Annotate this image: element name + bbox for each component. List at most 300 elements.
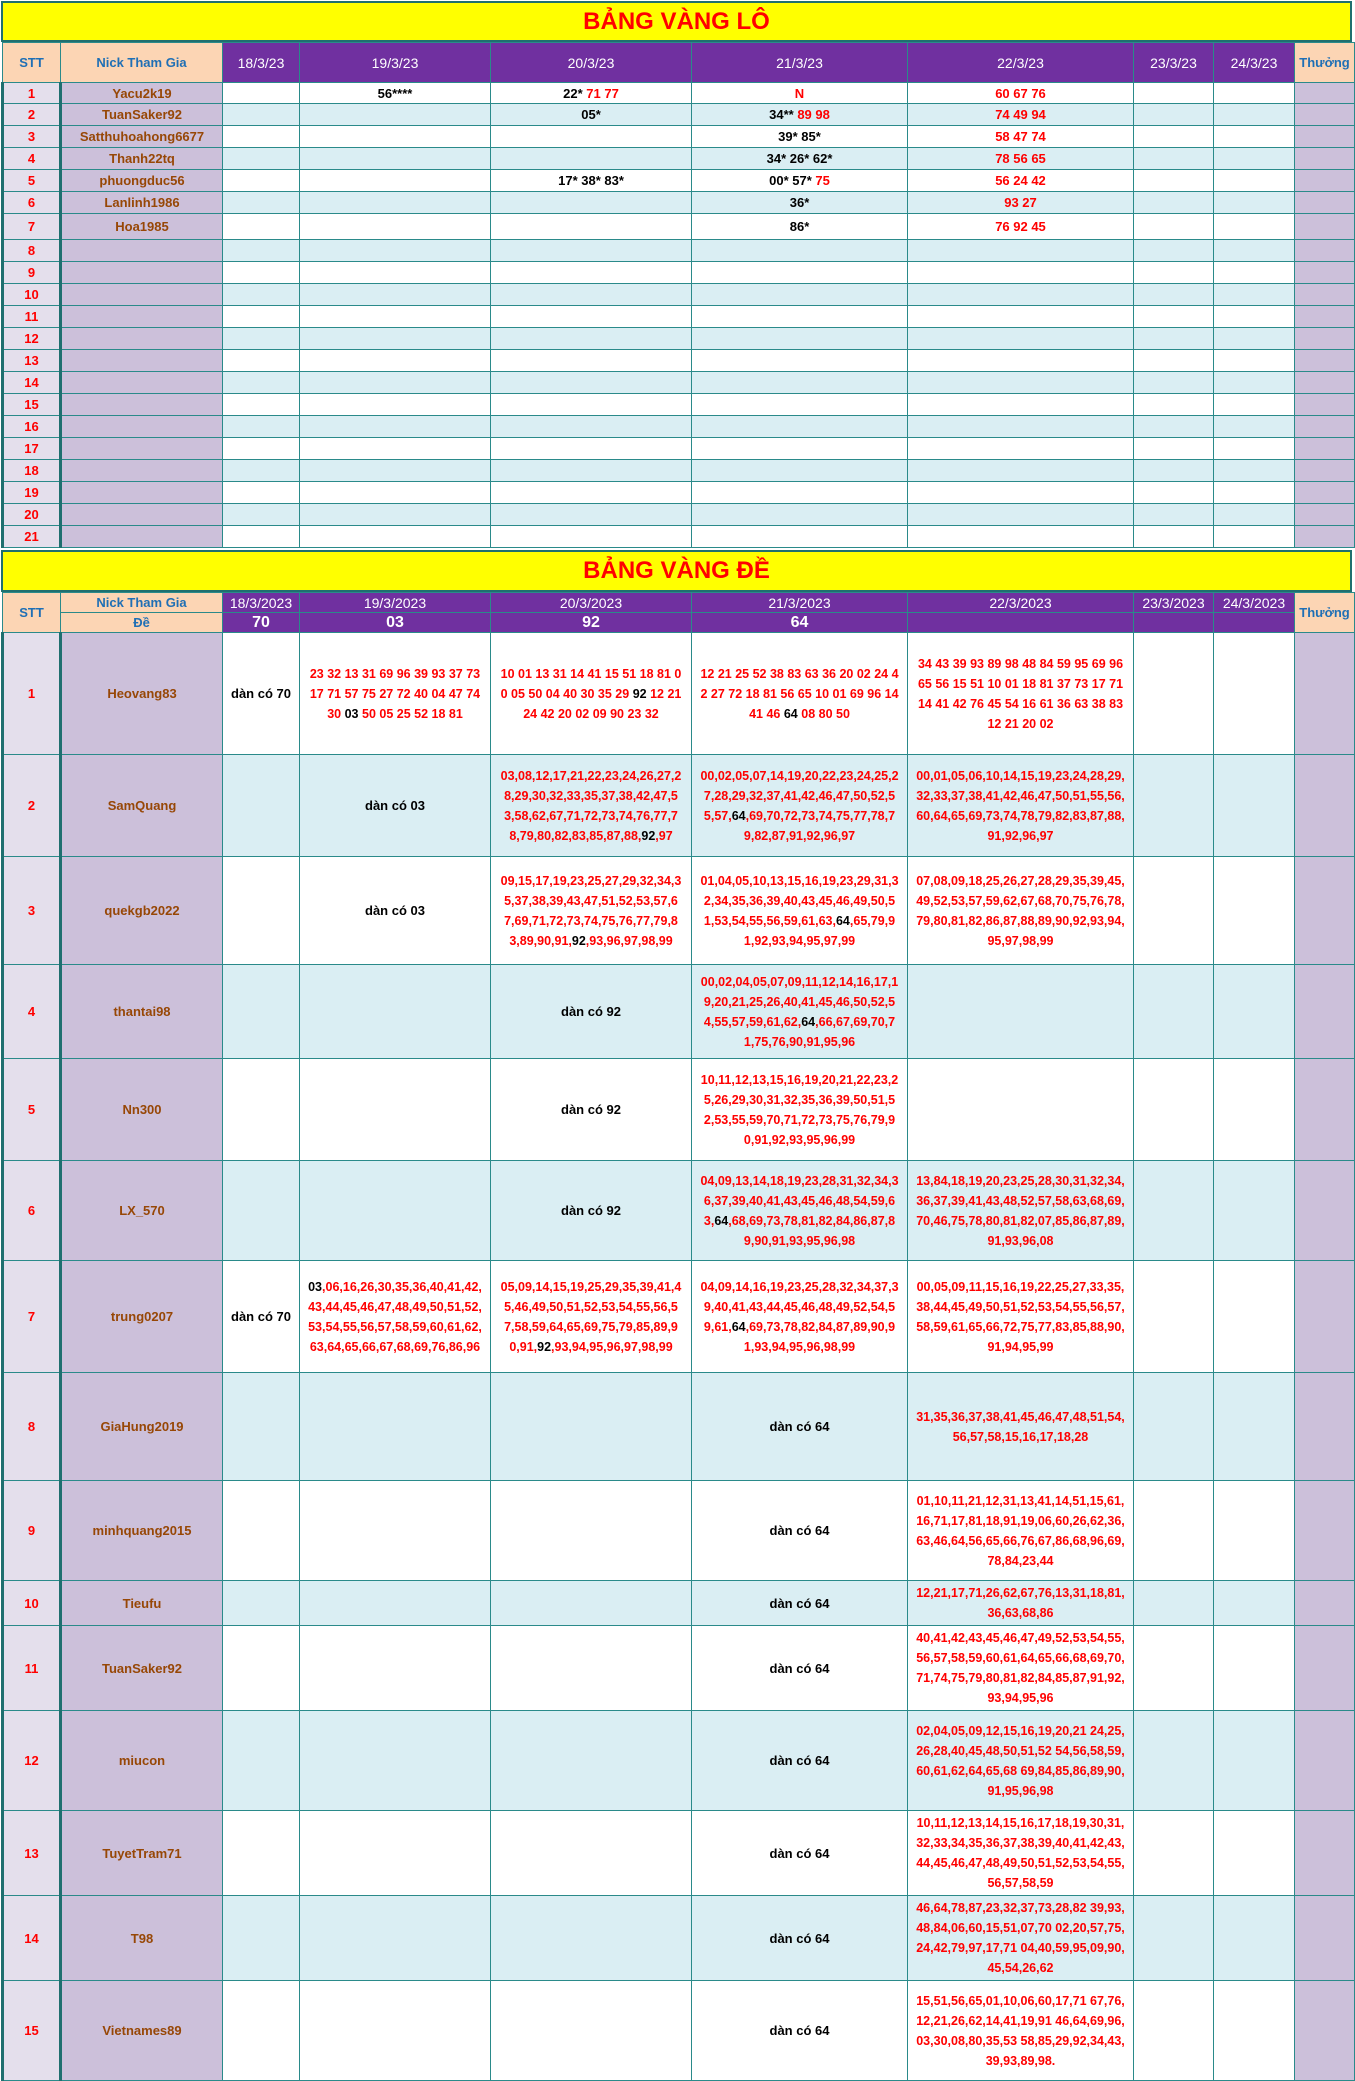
- row-nick: [61, 328, 223, 350]
- row-nick: minhquang2015: [61, 1481, 223, 1581]
- row-stt: 18: [3, 460, 61, 482]
- lo-cell: [692, 214, 908, 240]
- de-cell: [908, 1581, 1134, 1626]
- cell-text-run: dàn có 70: [231, 1309, 291, 1324]
- lo-row: [3, 214, 1355, 240]
- de-cell: [223, 1711, 300, 1811]
- lo-cell: [908, 284, 1134, 306]
- cell-text-run: 64: [731, 1319, 746, 1334]
- de-cell: [300, 1161, 491, 1261]
- lo-row: [3, 306, 1355, 328]
- row-thuong: [1295, 328, 1355, 350]
- de-cell: [1134, 857, 1214, 965]
- lo-cell: [692, 350, 908, 372]
- lo-cell: [1214, 460, 1295, 482]
- row-stt: 19: [3, 482, 61, 504]
- de-cell: [908, 1161, 1134, 1261]
- row-thuong: [1295, 526, 1355, 548]
- lo-cell: [491, 148, 692, 170]
- row-stt: 15: [3, 1981, 61, 2081]
- de-cell: [908, 1373, 1134, 1481]
- lo-cell: [1134, 328, 1214, 350]
- cell-text-run: 92: [537, 1339, 552, 1354]
- lo-cell: [223, 504, 300, 526]
- cell-text-run: 01,04,05,10,13,15,16,19,23,29,31,32,34,35,36,39,40,43,45,46,49,50,51,53,54,55,56,59,61,63,: [700, 873, 899, 928]
- de-cell: [491, 1581, 692, 1626]
- cell-text-run: 93 27: [1004, 195, 1037, 210]
- lo-cell: [223, 460, 300, 482]
- lo-cell: [692, 262, 908, 284]
- de-cell: [692, 965, 908, 1059]
- lo-cell: [1214, 306, 1295, 328]
- de-cell: [223, 755, 300, 857]
- de-cell: [908, 1711, 1134, 1811]
- de-cell: [1214, 1711, 1295, 1811]
- cell-text-run: dàn có 92: [561, 1004, 621, 1019]
- cell-text-run: 22*: [563, 85, 587, 101]
- de-cell: [908, 1981, 1134, 2081]
- de-cell: [1134, 1981, 1214, 2081]
- de-result-value: 92: [491, 613, 692, 633]
- row-stt: 21: [3, 526, 61, 548]
- lo-cell: [300, 438, 491, 460]
- de-cell: [223, 633, 300, 755]
- row-thuong: [1295, 1261, 1355, 1373]
- cell-text-run: 03: [344, 706, 359, 721]
- cell-text-run: ,65,79,91,92,93,94,95,97,99: [743, 913, 896, 948]
- lo-cell: [1214, 262, 1295, 284]
- row-nick: TuanSaker92: [61, 104, 223, 126]
- cell-text-run: 05,09,14,15,19,25,29,35,39,41,45,46,49,50,51,52,53,54,55,56,57,58,59,64,65,69,75,79,85,89,90,91,: [500, 1279, 682, 1354]
- de-cell: [1134, 1161, 1214, 1261]
- row-nick: [61, 306, 223, 328]
- lo-cell: [692, 328, 908, 350]
- row-nick: [61, 394, 223, 416]
- de-cell: [491, 633, 692, 755]
- cell-text-run: 74 49 94: [995, 107, 1046, 122]
- cell-text-run: ,93,96,97,98,99: [585, 933, 673, 948]
- cell-text-run: 64: [783, 706, 798, 721]
- de-cell: [692, 755, 908, 857]
- lo-row: [3, 262, 1355, 284]
- lo-row: [3, 83, 1355, 104]
- de-cell: [300, 633, 491, 755]
- de-row: [3, 1626, 1355, 1711]
- cell-text-run: 00* 57*: [769, 173, 816, 188]
- cell-text-run: 46,64,78,87,23,32,37,73,28,82 39,93,48,84,06,60,15,51,07,70 02,20,57,75,24,42,79,97,17,71 04,40,59,95,09,90,45,54,26,62: [916, 1901, 1125, 1975]
- lo-cell: [223, 126, 300, 148]
- de-cell: [300, 1711, 491, 1811]
- row-stt: 3: [3, 857, 61, 965]
- lo-cell: [491, 104, 692, 126]
- lo-cell: [1134, 83, 1214, 104]
- lo-cell: [223, 526, 300, 548]
- cell-text-run: 00,05,09,11,15,16,19,22,25,27,33,35,38,44,45,49,50,51,52,53,54,55,56,57,58,59,61,65,66,72,75,77,83,85,88,90,91,94,95,99: [916, 1279, 1125, 1354]
- lo-row: [3, 372, 1355, 394]
- lo-cell: [692, 526, 908, 548]
- row-nick: [61, 526, 223, 548]
- lo-header-date: 18/3/23: [223, 43, 300, 83]
- de-header-date: 23/3/2023: [1134, 593, 1214, 613]
- de-cell: [1214, 1896, 1295, 1981]
- lo-cell: [908, 328, 1134, 350]
- lo-header-date: 22/3/23: [908, 43, 1134, 83]
- lo-cell: [1134, 460, 1214, 482]
- cell-text-run: 56****: [377, 85, 413, 101]
- cell-text-run: 10,11,12,13,14,15,16,17,18,19,30,31,32,33,34,35,36,37,38,39,40,41,42,43,44,45,46,47,48,49,50,51,52,53,54,55,56,57,58,59: [916, 1816, 1125, 1890]
- lo-cell: [692, 170, 908, 192]
- de-header-date: 24/3/2023: [1214, 593, 1295, 613]
- lo-cell: [491, 192, 692, 214]
- de-cell: [1214, 1626, 1295, 1711]
- row-nick: Heovang83: [61, 633, 223, 755]
- lo-cell: [1214, 170, 1295, 192]
- cell-text-run: 71 77: [586, 85, 619, 101]
- de-cell: [1214, 965, 1295, 1059]
- de-header-nick: Nick Tham Gia: [61, 593, 223, 613]
- lo-cell: [1134, 148, 1214, 170]
- cell-text-run: 12,21,17,71,26,62,67,76,13,31,18,81,36,63,68,86: [916, 1586, 1125, 1620]
- de-cell: [1134, 1059, 1214, 1161]
- de-cell: [1214, 1981, 1295, 2081]
- lo-cell: [300, 394, 491, 416]
- de-cell: [300, 755, 491, 857]
- cell-text-run: 31,35,36,37,38,41,45,46,47,48,51,54,56,57,58,15,16,17,18,28: [916, 1409, 1125, 1444]
- cell-text-run: 13,84,18,19,20,23,25,28,30,31,32,34,36,37,39,41,43,48,52,57,58,63,68,69,70,46,75,78,80,81,82,07,85,86,87,89,91,93,96,08: [916, 1173, 1125, 1248]
- lo-cell: [491, 526, 692, 548]
- lo-cell: [1214, 350, 1295, 372]
- row-nick: [61, 372, 223, 394]
- lo-cell: [300, 240, 491, 262]
- de-cell: [1214, 1581, 1295, 1626]
- lo-header-stt: STT: [3, 43, 61, 83]
- lo-header-date: 20/3/23: [491, 43, 692, 83]
- cell-text-run: 64: [835, 913, 850, 928]
- de-cell: [908, 1626, 1134, 1711]
- cell-text-run: ,93,94,95,96,97,98,99: [551, 1339, 673, 1354]
- lo-cell: [1134, 192, 1214, 214]
- row-stt: 14: [3, 372, 61, 394]
- de-cell: [491, 1811, 692, 1896]
- lo-cell: [491, 438, 692, 460]
- row-thuong: [1295, 1896, 1355, 1981]
- de-cell: [1214, 755, 1295, 857]
- row-thuong: [1295, 284, 1355, 306]
- de-row: [3, 1059, 1355, 1161]
- cell-text-run: dàn có 64: [769, 1595, 830, 1611]
- lo-cell: [692, 240, 908, 262]
- de-cell: [491, 1626, 692, 1711]
- de-result-value: 64: [692, 613, 908, 633]
- de-cell: [491, 1481, 692, 1581]
- row-nick: Thanh22tq: [61, 148, 223, 170]
- cell-text-run: 34**: [769, 107, 798, 122]
- lo-header-date: 24/3/23: [1214, 43, 1295, 83]
- lo-cell: [223, 148, 300, 170]
- de-cell: [1134, 1896, 1214, 1981]
- de-row: [3, 1161, 1355, 1261]
- de-header-date: 22/3/2023: [908, 593, 1134, 613]
- de-title-banner: [1, 550, 1352, 592]
- lo-cell: [692, 482, 908, 504]
- de-cell: [223, 857, 300, 965]
- row-stt: 4: [3, 148, 61, 170]
- de-cell: [491, 1373, 692, 1481]
- lo-cell: [300, 328, 491, 350]
- de-cell: [692, 1161, 908, 1261]
- de-row: [3, 1261, 1355, 1373]
- row-nick: [61, 284, 223, 306]
- row-nick: quekgb2022: [61, 857, 223, 965]
- de-cell: [491, 1711, 692, 1811]
- de-cell: [491, 1059, 692, 1161]
- lo-row: [3, 240, 1355, 262]
- lo-cell: [300, 372, 491, 394]
- de-cell: [491, 1261, 692, 1373]
- lo-cell: [1134, 526, 1214, 548]
- lo-cell: [491, 306, 692, 328]
- lo-cell: [1214, 240, 1295, 262]
- row-thuong: [1295, 1059, 1355, 1161]
- row-nick: thantai98: [61, 965, 223, 1059]
- lo-cell: [1134, 482, 1214, 504]
- lo-cell: [223, 306, 300, 328]
- cell-text-run: dàn có 64: [769, 1523, 830, 1538]
- lo-cell: [692, 306, 908, 328]
- lo-cell: [1214, 372, 1295, 394]
- row-nick: [61, 460, 223, 482]
- cell-text-run: 58 47 74: [995, 129, 1046, 144]
- de-cell: [908, 1896, 1134, 1981]
- lo-cell: [1214, 504, 1295, 526]
- cell-text-run: 00,02,05,07,14,19,20,22,23,24,25,27,28,29,32,37,41,42,46,47,50,52,55,57,: [700, 768, 899, 823]
- row-nick: Vietnames89: [61, 1981, 223, 2081]
- lo-cell: [300, 214, 491, 240]
- lo-cell: [491, 262, 692, 284]
- row-thuong: [1295, 126, 1355, 148]
- lo-cell: [1214, 328, 1295, 350]
- cell-text-run: 86*: [789, 219, 810, 234]
- lo-row: [3, 504, 1355, 526]
- lo-cell: [300, 416, 491, 438]
- lo-cell: [491, 126, 692, 148]
- row-thuong: [1295, 1811, 1355, 1896]
- lo-cell: [223, 482, 300, 504]
- de-cell: [223, 1161, 300, 1261]
- lo-row: [3, 170, 1355, 192]
- lo-cell: [223, 394, 300, 416]
- de-cell: [1214, 1481, 1295, 1581]
- cell-text-run: dàn có 64: [769, 1845, 830, 1861]
- cell-text-run: 89 98: [797, 107, 830, 122]
- de-cell: [300, 1811, 491, 1896]
- lo-cell: [908, 214, 1134, 240]
- cell-text-run: 08 80 50: [797, 706, 850, 721]
- de-cell: [1214, 1261, 1295, 1373]
- lo-row: [3, 482, 1355, 504]
- de-cell: [1134, 1711, 1214, 1811]
- row-thuong: [1295, 460, 1355, 482]
- row-stt: 4: [3, 965, 61, 1059]
- row-stt: 5: [3, 1059, 61, 1161]
- cell-text-run: 92: [641, 828, 656, 843]
- lo-cell: [908, 504, 1134, 526]
- lo-cell: [223, 104, 300, 126]
- cell-text-run: dàn có 64: [769, 2023, 830, 2038]
- lo-cell: [300, 284, 491, 306]
- de-result-row: [3, 613, 1355, 633]
- row-nick: Yacu2k19: [61, 83, 223, 104]
- de-row: [3, 1581, 1355, 1626]
- lo-cell: [1214, 104, 1295, 126]
- lo-row: [3, 416, 1355, 438]
- lo-cell: [491, 170, 692, 192]
- cell-text-run: 92: [632, 686, 647, 701]
- row-nick: Nn300: [61, 1059, 223, 1161]
- de-result-value: 03: [300, 613, 491, 633]
- cell-text-run: dàn có 70: [231, 686, 291, 701]
- lo-cell: [223, 416, 300, 438]
- lo-header-date: 23/3/23: [1134, 43, 1214, 83]
- row-thuong: [1295, 755, 1355, 857]
- cell-text-run: 15,51,56,65,01,10,06,60,17,71 67,76,12,21,26,62,14,41,19,91 46,64,69,96,03,30,08,80,35,53 58,85,29,92,34,43,39,93,89,98.: [916, 1993, 1125, 2068]
- de-result-label: Đề: [61, 613, 223, 633]
- de-result-value: [908, 613, 1134, 633]
- cell-text-run: 60 67 76: [995, 85, 1046, 101]
- row-nick: TuyetTram71: [61, 1811, 223, 1896]
- row-stt: 11: [3, 1626, 61, 1711]
- cell-text-run: 17* 38* 83*: [558, 173, 624, 188]
- lo-cell: [908, 372, 1134, 394]
- lo-cell: [1134, 372, 1214, 394]
- de-cell: [1134, 1811, 1214, 1896]
- de-header-date: 19/3/2023: [300, 593, 491, 613]
- de-cell: [1134, 755, 1214, 857]
- cell-text-run: 76 92 45: [995, 219, 1046, 234]
- de-cell: [223, 1981, 300, 2081]
- lo-cell: [1214, 482, 1295, 504]
- row-stt: 5: [3, 170, 61, 192]
- lo-cell: [1134, 104, 1214, 126]
- de-row: [3, 755, 1355, 857]
- lo-row: [3, 350, 1355, 372]
- lo-cell: [692, 284, 908, 306]
- row-thuong: [1295, 170, 1355, 192]
- row-thuong: [1295, 148, 1355, 170]
- de-cell: [908, 1059, 1134, 1161]
- lo-cell: [692, 438, 908, 460]
- row-nick: Hoa1985: [61, 214, 223, 240]
- de-cell: [300, 1581, 491, 1626]
- de-cell: [908, 755, 1134, 857]
- row-nick: LX_570: [61, 1161, 223, 1261]
- row-stt: 7: [3, 1261, 61, 1373]
- cell-text-run: 36*: [789, 195, 810, 210]
- cell-text-run: 34* 26* 62*: [766, 151, 833, 166]
- de-cell: [223, 1261, 300, 1373]
- row-thuong: [1295, 104, 1355, 126]
- lo-cell: [908, 350, 1134, 372]
- lo-cell: [1214, 148, 1295, 170]
- de-cell: [300, 1626, 491, 1711]
- row-thuong: [1295, 306, 1355, 328]
- row-stt: 8: [3, 1373, 61, 1481]
- row-stt: 17: [3, 438, 61, 460]
- row-nick: TuanSaker92: [61, 1626, 223, 1711]
- cell-text-run: 00,02,04,05,07,09,11,12,14,16,17,19,20,21,25,26,40,41,45,46,50,52,54,55,57,59,61,62,: [700, 974, 899, 1029]
- lo-cell: [491, 350, 692, 372]
- de-cell: [1214, 857, 1295, 965]
- lo-cell: [908, 482, 1134, 504]
- de-cell: [491, 965, 692, 1059]
- lo-cell: [908, 306, 1134, 328]
- lo-cell: [300, 460, 491, 482]
- lo-cell: [491, 240, 692, 262]
- cell-text-run: 56 24 42: [995, 173, 1046, 188]
- row-nick: [61, 416, 223, 438]
- row-stt: 14: [3, 1896, 61, 1981]
- cell-text-run: dàn có 03: [365, 798, 425, 813]
- cell-text-run: 05*: [581, 107, 601, 122]
- cell-text-run: 40,41,42,43,45,46,47,49,52,53,54,55,56,57,58,59,60,61,64,65,66,68,69,70,71,74,75,79,80,81,82,84,85,87,91,92,93,94,95,96: [916, 1631, 1125, 1705]
- lo-header-date: 21/3/23: [692, 43, 908, 83]
- lo-cell: [692, 83, 908, 104]
- lo-cell: [908, 438, 1134, 460]
- lo-cell: [300, 504, 491, 526]
- lo-cell: [300, 126, 491, 148]
- de-row: [3, 1896, 1355, 1981]
- lo-cell: [1214, 284, 1295, 306]
- lo-cell: [692, 104, 908, 126]
- de-cell: [908, 1811, 1134, 1896]
- row-thuong: [1295, 438, 1355, 460]
- lo-cell: [300, 104, 491, 126]
- row-stt: 9: [3, 1481, 61, 1581]
- lo-cell: [1214, 214, 1295, 240]
- de-cell: [223, 1059, 300, 1161]
- lo-cell: [300, 148, 491, 170]
- row-stt: 1: [3, 633, 61, 755]
- row-stt: 11: [3, 306, 61, 328]
- de-row: [3, 1981, 1355, 2081]
- de-cell: [692, 633, 908, 755]
- cell-text-run: 50 05 25 52 18 81: [358, 706, 463, 721]
- de-row: [3, 1811, 1355, 1896]
- lo-header-date: 19/3/23: [300, 43, 491, 83]
- row-stt: 7: [3, 214, 61, 240]
- de-table: [1, 592, 1355, 2081]
- row-thuong: [1295, 1981, 1355, 2081]
- lo-cell: [300, 482, 491, 504]
- row-nick: [61, 482, 223, 504]
- lo-row: [3, 148, 1355, 170]
- de-row: [3, 1481, 1355, 1581]
- lo-cell: [223, 328, 300, 350]
- de-cell: [692, 1373, 908, 1481]
- de-cell: [491, 1161, 692, 1261]
- row-nick: SamQuang: [61, 755, 223, 857]
- cell-text-run: 03: [308, 1279, 323, 1294]
- de-cell: [908, 1261, 1134, 1373]
- cell-text-run: ,66,67,69,70,71,75,76,90,91,95,96: [743, 1014, 896, 1049]
- cell-text-run: N: [794, 85, 805, 101]
- de-cell: [1214, 1373, 1295, 1481]
- lo-cell: [223, 350, 300, 372]
- row-thuong: [1295, 1626, 1355, 1711]
- cell-text-run: dàn có 03: [365, 903, 425, 918]
- lo-cell: [692, 192, 908, 214]
- de-header-thuong: Thưởng: [1295, 593, 1355, 633]
